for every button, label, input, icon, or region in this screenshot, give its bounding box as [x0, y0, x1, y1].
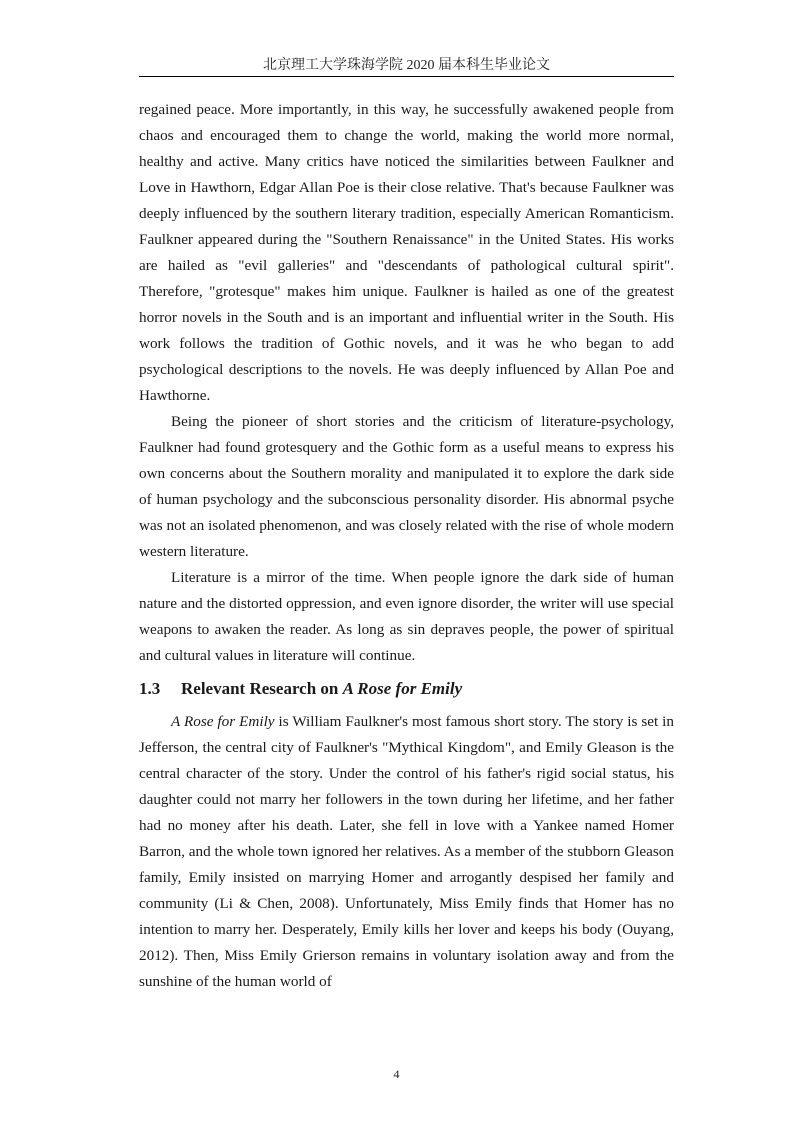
work-title: A Rose for Emily	[171, 713, 275, 730]
section-title-prefix: Relevant Research on	[181, 679, 343, 698]
paragraph-2: Being the pioneer of short stories and the criticism of literature-psychology, Faulkner had found grotesquery and the Gothic form as a useful means to express his own concerns about the Southern morality and manipulated it to explore the dark side of human psychology and the subconscious personality disorder. His abnormal psyche was not an isolated phenomenon, and was closely related with the rise of whole modern western literature.	[139, 413, 674, 560]
body-text	[139, 97, 674, 995]
section-heading	[139, 675, 674, 703]
page-header	[139, 56, 674, 77]
paragraph-3: Literature is a mirror of the time. When people ignore the dark side of human nature and the distorted oppression, and even ignore disorder, the writer will use special weapons to awaken the reader. As long as sin depraves people, the power of spiritual and cultural values in literature will continue.	[139, 569, 674, 664]
header-title: 北京理工大学珠海学院 2020 届本科生毕业论文	[263, 58, 550, 73]
paragraph-4-text: is William Faulkner's most famous short story. The story is set in Jefferson, the central city of Faulkner's "Mythical Kingdom", and Emily Gleason is the central character of the story. Under the control of his father's rigid social status, his daughter could not marry her followers in the town during her lifetime, and her father had no money after his death. Later, she fell in love with a Yankee named Homer Barron, and the whole town ignored her relatives. As a member of the stubborn Gleason family, Emily insisted on marrying Homer and arrogantly despised her family and community (Li & Chen, 2008). Unfortunately, Miss Emily finds that Homer has no intention to marry her. Desperately, Emily kills her lover and keeps his body (Ouyang, 2012). Then, Miss Emily Grierson remains in voluntary isolation away and from the sunshine of the human world of	[139, 713, 674, 990]
section-number: 1.3	[139, 679, 161, 698]
paragraph-1: regained peace. More importantly, in this way, he successfully awakened people from chaos and encouraged them to change the world, making the world more normal, healthy and active. Many critics have noticed the similarities between Faulkner and Love in Hawthorn, Edgar Allan Poe is their close relative. That's because Faulkner was deeply influenced by the southern literary tradition, especially American Romanticism. Faulkner appeared during the "Southern Renaissance" in the United States. His works are hailed as "evil galleries" and "descendants of pathological cultural spirit". Therefore, "grotesque" makes him unique. Faulkner is hailed as one of the greatest horror novels in the South and is an important and influential writer in the South. His work follows the tradition of Gothic novels, and it was he who began to add psychological descriptions to the novels. He was deeply influenced by Allan Poe and Hawthorne.	[139, 101, 674, 404]
paragraph-4	[139, 709, 674, 995]
section-title-italic: A Rose for Emily	[342, 679, 463, 698]
page-number: 4	[393, 1067, 400, 1081]
